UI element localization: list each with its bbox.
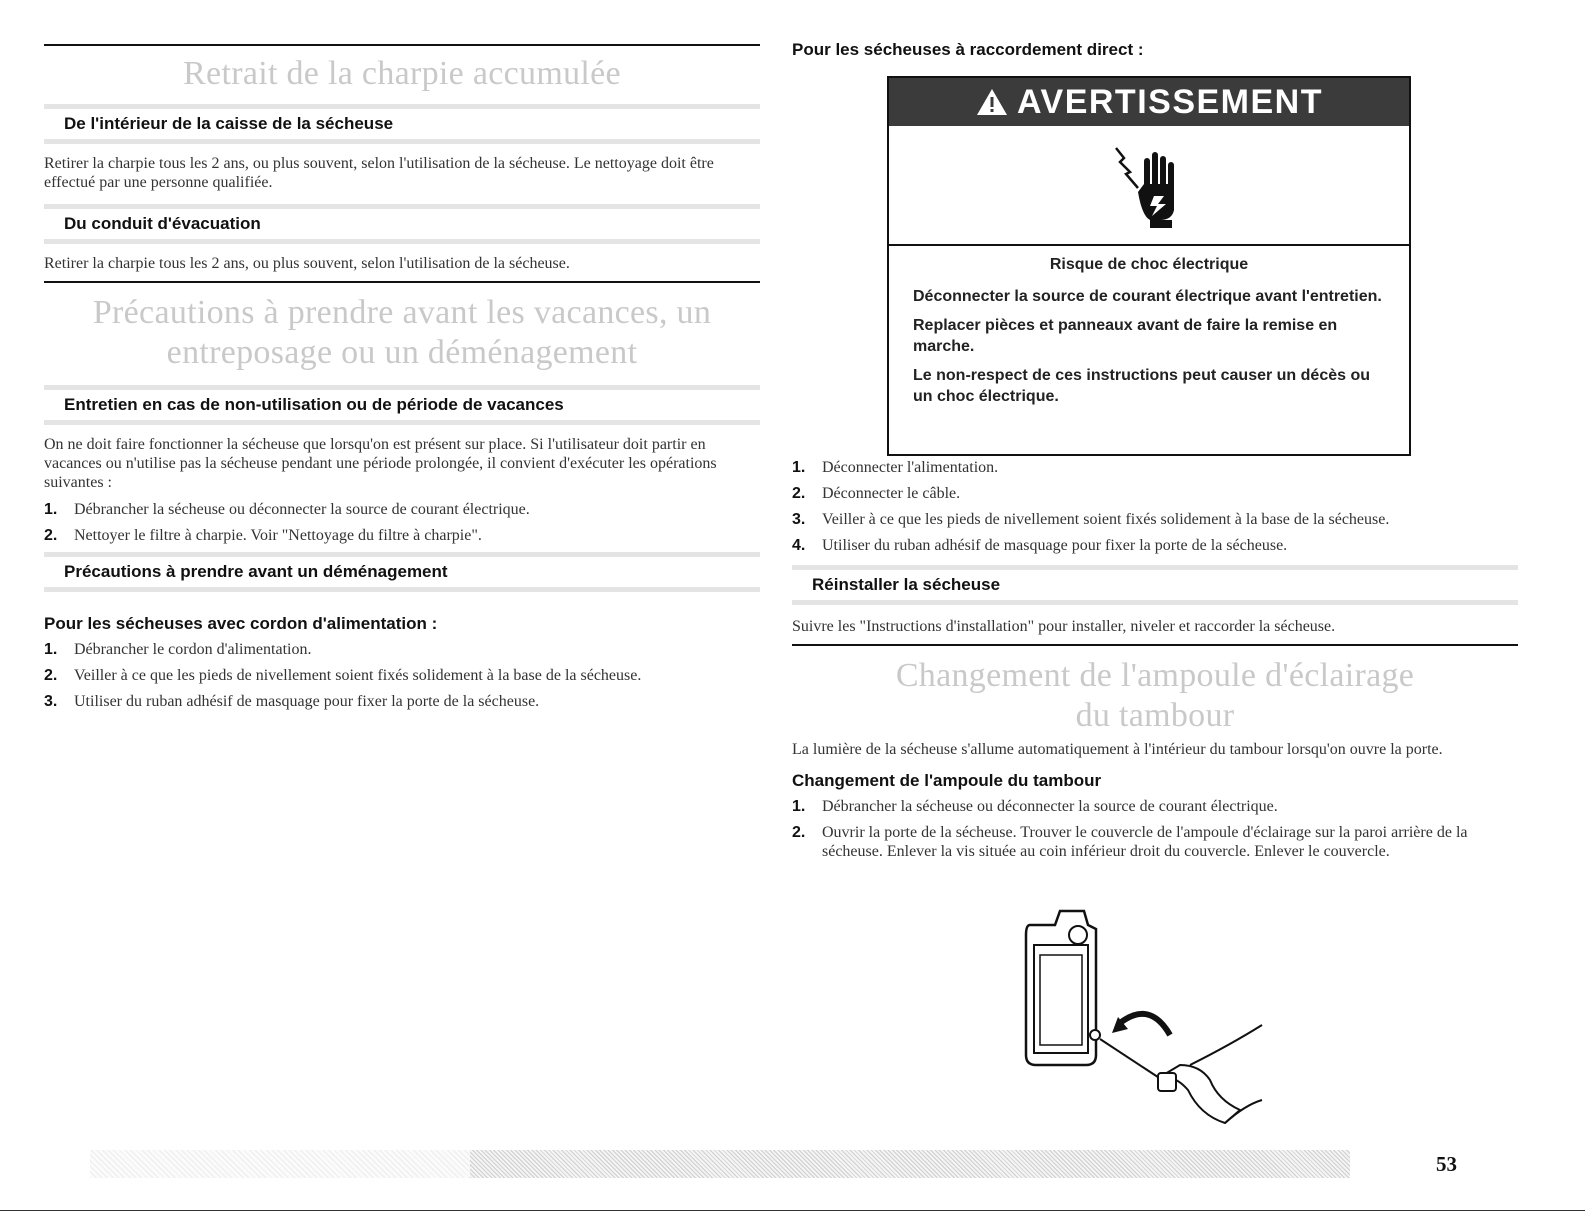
paragraph-reinstall: Suivre les "Instructions d'installation" pour installer, niveler et raccorder la sécheuse. [792,618,1336,635]
warning-icon-area [889,126,1409,246]
section-title-line: entreposage ou un déménagement [166,334,638,371]
step-text: Débrancher la sécheuse ou déconnecter la source de courant électrique. [74,501,530,518]
paragraph-exhaust: Retirer la charpie tous les 2 ans, ou plus souvent, selon l'utilisation de la sécheuse. [44,255,570,272]
step-number: 1. [44,501,58,518]
step-text: Utiliser du ruban adhésif de masquage pour fixer la porte de la sécheuse. [74,693,540,710]
footer-band [470,1150,1350,1178]
step-number: 3. [44,693,58,710]
list-item [44,640,760,659]
step-text: Déconnecter l'alimentation. [822,459,999,476]
section-rule [792,644,1518,646]
right-column-lower [792,458,1518,868]
right-column [792,0,1518,60]
section-title-line: du tambour [1075,697,1235,734]
warning-header [889,78,1409,126]
step-text: Utiliser du ruban adhésif de masquage pour fixer la porte de la sécheuse. [822,537,1288,554]
section-title-line: Précautions à prendre avant les vacances, un [92,294,712,331]
step-text: Nettoyer le filtre à charpie. Voir "Nettoyage du filtre à charpie". [74,527,482,544]
step-number: 2. [792,824,806,841]
footer-band-light [90,1150,470,1178]
subsection-heading-reinstall: Réinstaller la sécheuse [792,565,1518,605]
warning-title: Risque de choc électrique [1049,256,1249,273]
subsection-heading-vacation: Entretien en cas de non-utilisation ou de période de vacances [44,385,760,425]
step-text: Veiller à ce que les pieds de nivellement soient fixés solidement à la base de la sécheuse. [822,511,1390,528]
left-column [44,0,760,718]
step-number: 1. [792,459,806,476]
step-text: Veiller à ce que les pieds de nivellement soient fixés solidement à la base de la sécheuse. [74,667,642,684]
list-item [44,526,760,545]
subsection-heading-exhaust: Du conduit d'évacuation [44,204,760,244]
section-title-precautions [44,293,760,373]
electric-shock-hand-icon [1114,140,1184,230]
warning-box [887,76,1411,456]
step-text: Débrancher la sécheuse ou déconnecter la source de courant électrique. [822,798,1278,815]
direct-steps [792,458,1518,555]
list-item [792,510,1518,529]
paragraph-bulb-intro: La lumière de la sécheuse s'allume automatiquement à l'intérieur du tambour lorsqu'on ouvre la porte. [792,741,1443,758]
list-item [792,484,1518,503]
step-text: Déconnecter le câble. [822,485,961,502]
paragraph-cabinet: Retirer la charpie tous les 2 ans, ou plus souvent, selon l'utilisation de la sécheuse. Le nettoyage doit être effectué par une personne qualifiée. [44,155,714,191]
bulb-steps [792,797,1518,861]
section-rule [44,44,760,46]
step-text: Ouvrir la porte de la sécheuse. Trouver le couvercle de l'ampoule d'éclairage sur la paroi arrière de la sécheuse. Enlever la vis située au coin inférieur droit du couvercle. Enlever le couvercle. [822,824,1468,860]
list-item [792,458,1518,477]
section-title-line: Changement de l'ampoule d'éclairage [895,657,1415,694]
section-rule [44,281,760,283]
vacation-steps [44,500,760,545]
list-item [792,797,1518,816]
moving-steps [44,640,760,711]
step-number: 4. [792,537,806,554]
step-number: 1. [792,798,806,815]
subsection-heading-moving: Précautions à prendre avant un déménagement [44,552,760,592]
section-title-lint-removal: Retrait de la charpie accumulée [183,55,621,92]
bottom-rule [0,1210,1585,1211]
subsection-heading-cabinet: De l'intérieur de la caisse de la sécheuse [44,104,760,144]
list-item [792,536,1518,555]
paragraph-vacation: On ne doit faire fonctionner la sécheuse que lorsqu'on est présent sur place. Si l'utilisateur doit partir en vacances ou n'utilise pas la sécheuse pendant une période prolongée, il convient d'exécuter les opérations suivantes : [44,436,717,491]
step-number: 2. [792,485,806,502]
section-title-bulb [792,656,1518,736]
step-text: Débrancher le cordon d'alimentation. [74,641,312,658]
cord-heading: Pour les sécheuses avec cordon d'alimentation : [44,614,438,633]
warning-triangle-icon [975,87,1009,117]
step-number: 2. [44,527,58,544]
step-number: 2. [44,667,58,684]
warning-line: Replacer pièces et panneaux avant de faire la remise en marche. [913,317,1338,355]
warning-body [889,246,1409,407]
bulb-cover-illustration [1000,905,1290,1135]
direct-connection-heading: Pour les sécheuses à raccordement direct : [792,40,1144,59]
warning-line: Déconnecter la source de courant électrique avant l'entretien. [913,288,1382,305]
warning-line: Le non-respect de ces instructions peut causer un décès ou un choc électrique. [913,367,1371,405]
list-item [44,692,760,711]
list-item [44,500,760,519]
list-item [44,666,760,685]
list-item [792,823,1518,861]
step-number: 1. [44,641,58,658]
bulb-change-heading: Changement de l'ampoule du tambour [792,771,1102,790]
step-number: 3. [792,511,806,528]
warning-header-text: AVERTISSEMENT [1016,82,1323,121]
page-number: 53 [1436,1152,1457,1176]
